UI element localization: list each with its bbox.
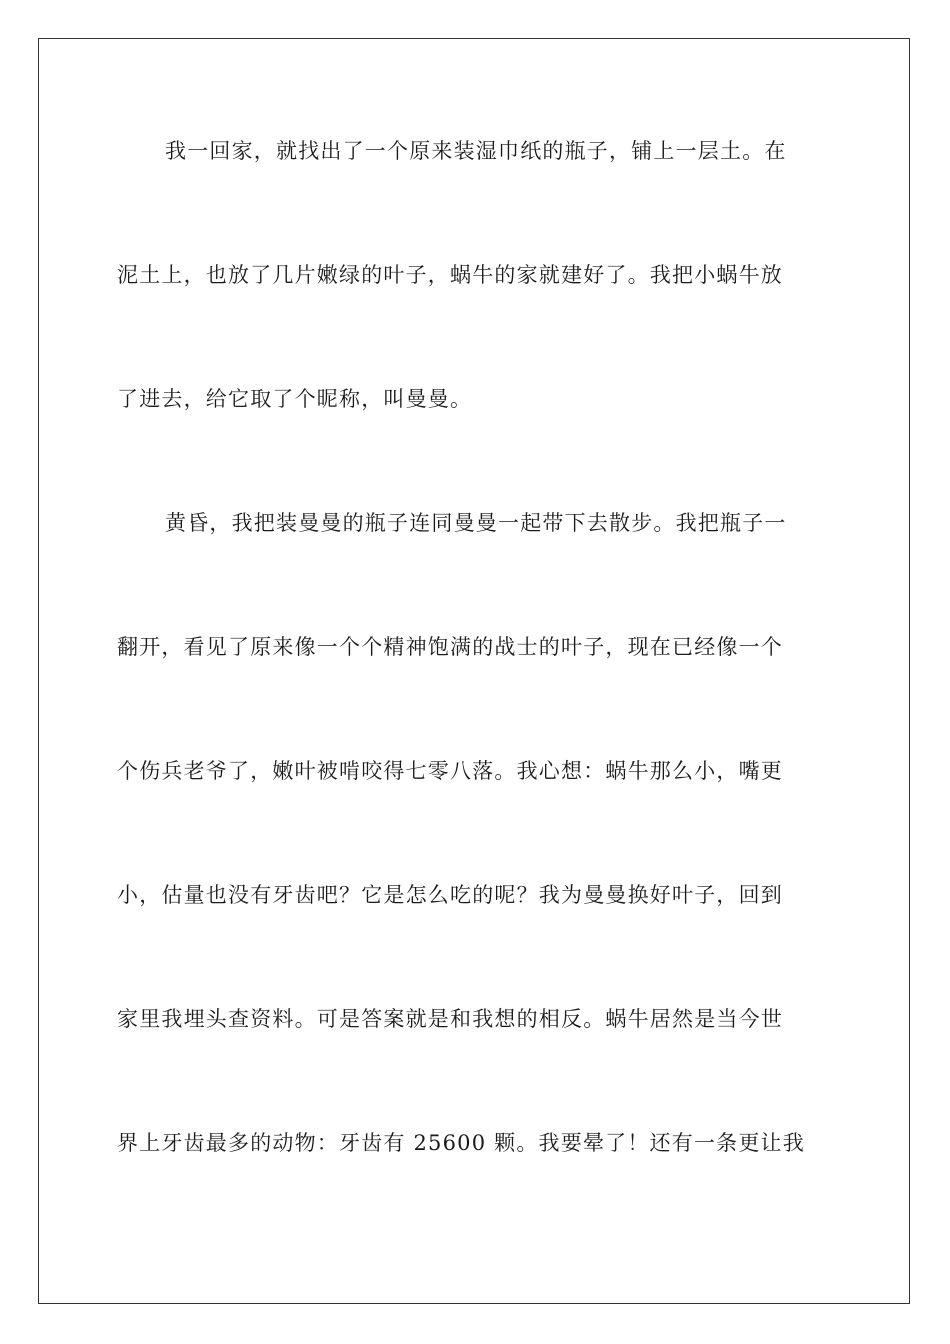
- paragraph-2-line-3: 个伤兵老爷了，嫩叶被啃咬得七零八落。我心想：蜗牛那么小，嘴更: [117, 759, 783, 783]
- paragraph-2-line-6: 界上牙齿最多的动物：牙齿有 25600 颗。我要晕了！还有一条更让我: [117, 1131, 805, 1155]
- paragraph-2-line-1: 黄昏，我把装曼曼的瓶子连同曼曼一起带下去散步。我把瓶子一: [165, 511, 787, 535]
- paragraph-2-line-4: 小，估量也没有牙齿吧？它是怎么吃的呢？我为曼曼换好叶子，回到: [117, 883, 783, 907]
- paragraph-1-line-3: 了进去，给它取了个昵称，叫曼曼。: [117, 387, 473, 411]
- paragraph-1-line-1: 我一回家，就找出了一个原来装湿巾纸的瓶子，铺上一层土。在: [165, 139, 787, 163]
- paragraph-2-line-2: 翻开，看见了原来像一个个精神饱满的战士的叶子，现在已经像一个: [117, 635, 783, 659]
- page-border: [38, 38, 910, 1304]
- paragraph-1-line-2: 泥土上，也放了几片嫩绿的叶子，蜗牛的家就建好了。我把小蜗牛放: [117, 263, 783, 287]
- paragraph-2-line-5: 家里我埋头查资料。可是答案就是和我想的相反。蜗牛居然是当今世: [117, 1007, 783, 1031]
